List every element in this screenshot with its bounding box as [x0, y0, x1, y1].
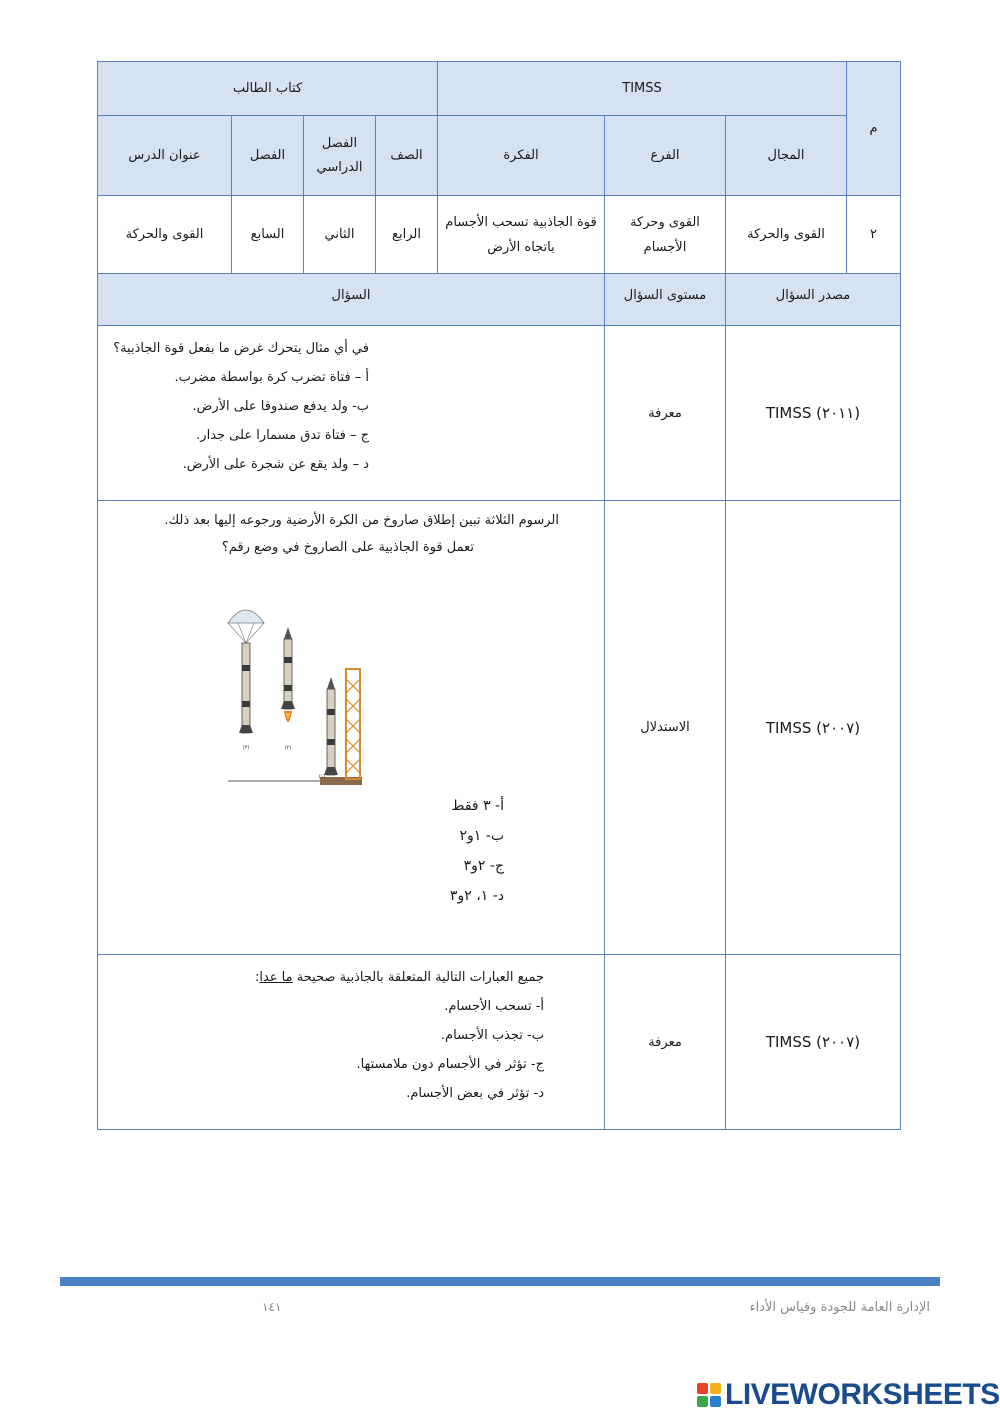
info-branch: القوى وحركة الأجسام — [605, 196, 726, 274]
rocket-1 — [324, 677, 338, 775]
footer-bar — [60, 1277, 940, 1286]
question-1-source: TIMSS (٢٠١١) — [726, 326, 901, 501]
question-3-stem: جميع العبارات التالية المتعلقة بالجاذبية صحيحة ما عدا: — [254, 970, 544, 985]
info-domain: القوى والحركة — [726, 196, 847, 274]
figure-label-2: (٢) — [284, 745, 292, 751]
question-3-stem-underlined: ما عدا — [259, 970, 293, 985]
term-header: الفصل الدراسي — [304, 116, 376, 196]
liveworksheets-logo[interactable] — [697, 1378, 1000, 1412]
question-3-option-c: ج- تؤثر في الأجسام دون ملامستها. — [356, 1057, 544, 1072]
question-1 — [98, 326, 605, 501]
logo-grid-icon — [697, 1383, 721, 1407]
source-header: مصدر السؤال — [726, 274, 901, 326]
info-index: ٢ — [847, 196, 901, 274]
timss-header: TIMSS — [438, 62, 847, 116]
rocket-3 — [228, 610, 264, 733]
question-3-option-b: ب- تجذب الأجسام. — [440, 1028, 544, 1043]
question-3-option-d: د- تؤثر في بعض الأجسام. — [406, 1086, 544, 1101]
question-2-option-b: ب- ١و٢ — [459, 828, 504, 844]
question-2 — [98, 501, 605, 955]
grade-header: الصف — [376, 116, 438, 196]
question-header: السؤال — [98, 274, 605, 326]
lesson-title-header: عنوان الدرس — [98, 116, 232, 196]
question-1-level: معرفة — [605, 326, 726, 501]
question-2-option-a: أ- ٣ فقط — [451, 798, 504, 814]
figure-label-3: (٣) — [242, 745, 250, 751]
info-grade: الرابع — [376, 196, 438, 274]
domain-header: المجال — [726, 116, 847, 196]
info-term: الثاني — [304, 196, 376, 274]
question-2-stem: الرسوم الثلاثة تبين إطلاق صاروخ من الكرة الأرضية ورجوعه إليها بعد ذلك. — [164, 513, 559, 528]
footer-organization: الإدارة العامة للجودة وقياس الأداء — [749, 1300, 930, 1315]
question-2-source: TIMSS (٢٠٠٧) — [726, 501, 901, 955]
question-3-source: TIMSS (٢٠٠٧) — [726, 955, 901, 1130]
index-header: م — [847, 62, 901, 196]
info-chapter: السابع — [232, 196, 304, 274]
question-2-option-d: د- ١، ٢و٣ — [449, 888, 504, 904]
chapter-header: الفصل — [232, 116, 304, 196]
worksheet-table — [97, 61, 900, 1129]
logo-text: LIVEWORKSHEETS — [725, 1378, 1000, 1411]
rocket-illustration — [98, 561, 624, 791]
question-3-option-a: أ- تسحب الأجسام. — [444, 999, 544, 1014]
figure-label-1: (١) — [318, 774, 326, 780]
student-book-header: كتاب الطالب — [98, 62, 438, 116]
idea-header: الفكرة — [438, 116, 605, 196]
question-3 — [98, 955, 605, 1130]
page-number: ١٤١ — [262, 1300, 282, 1314]
timss-table — [97, 61, 901, 1130]
level-header: مستوى السؤال — [605, 274, 726, 326]
rocket-figure — [98, 561, 604, 791]
question-1-option-c: ج – فتاة تدق مسمارا على جدار. — [196, 428, 369, 443]
branch-header: الفرع — [605, 116, 726, 196]
question-1-stem: في أي مثال يتحرك غرض ما بفعل قوة الجاذبية؟ — [113, 341, 369, 356]
question-2-stem-line-2: تعمل قوة الجاذبية على الصاروخ في وضع رقم؟ — [221, 540, 474, 555]
question-1-option-d: د – ولد يقع عن شجرة على الأرض. — [182, 457, 369, 472]
question-1-option-a: أ – فتاة تضرب كرة بواسطة مضرب. — [174, 370, 369, 385]
rocket-2 — [281, 627, 295, 722]
question-2-level: الاستدلال — [605, 501, 726, 955]
question-2-option-c: ج- ٢و٣ — [463, 858, 504, 874]
info-idea: قوة الجاذبية تسحب الأجسام باتجاه الأرض — [438, 196, 605, 274]
info-lesson-title: القوى والحركة — [98, 196, 232, 274]
question-1-option-b: ب- ولد يدفع صندوقا على الأرض. — [192, 399, 369, 414]
question-3-level: معرفة — [605, 955, 726, 1130]
launch-tower — [346, 669, 360, 779]
